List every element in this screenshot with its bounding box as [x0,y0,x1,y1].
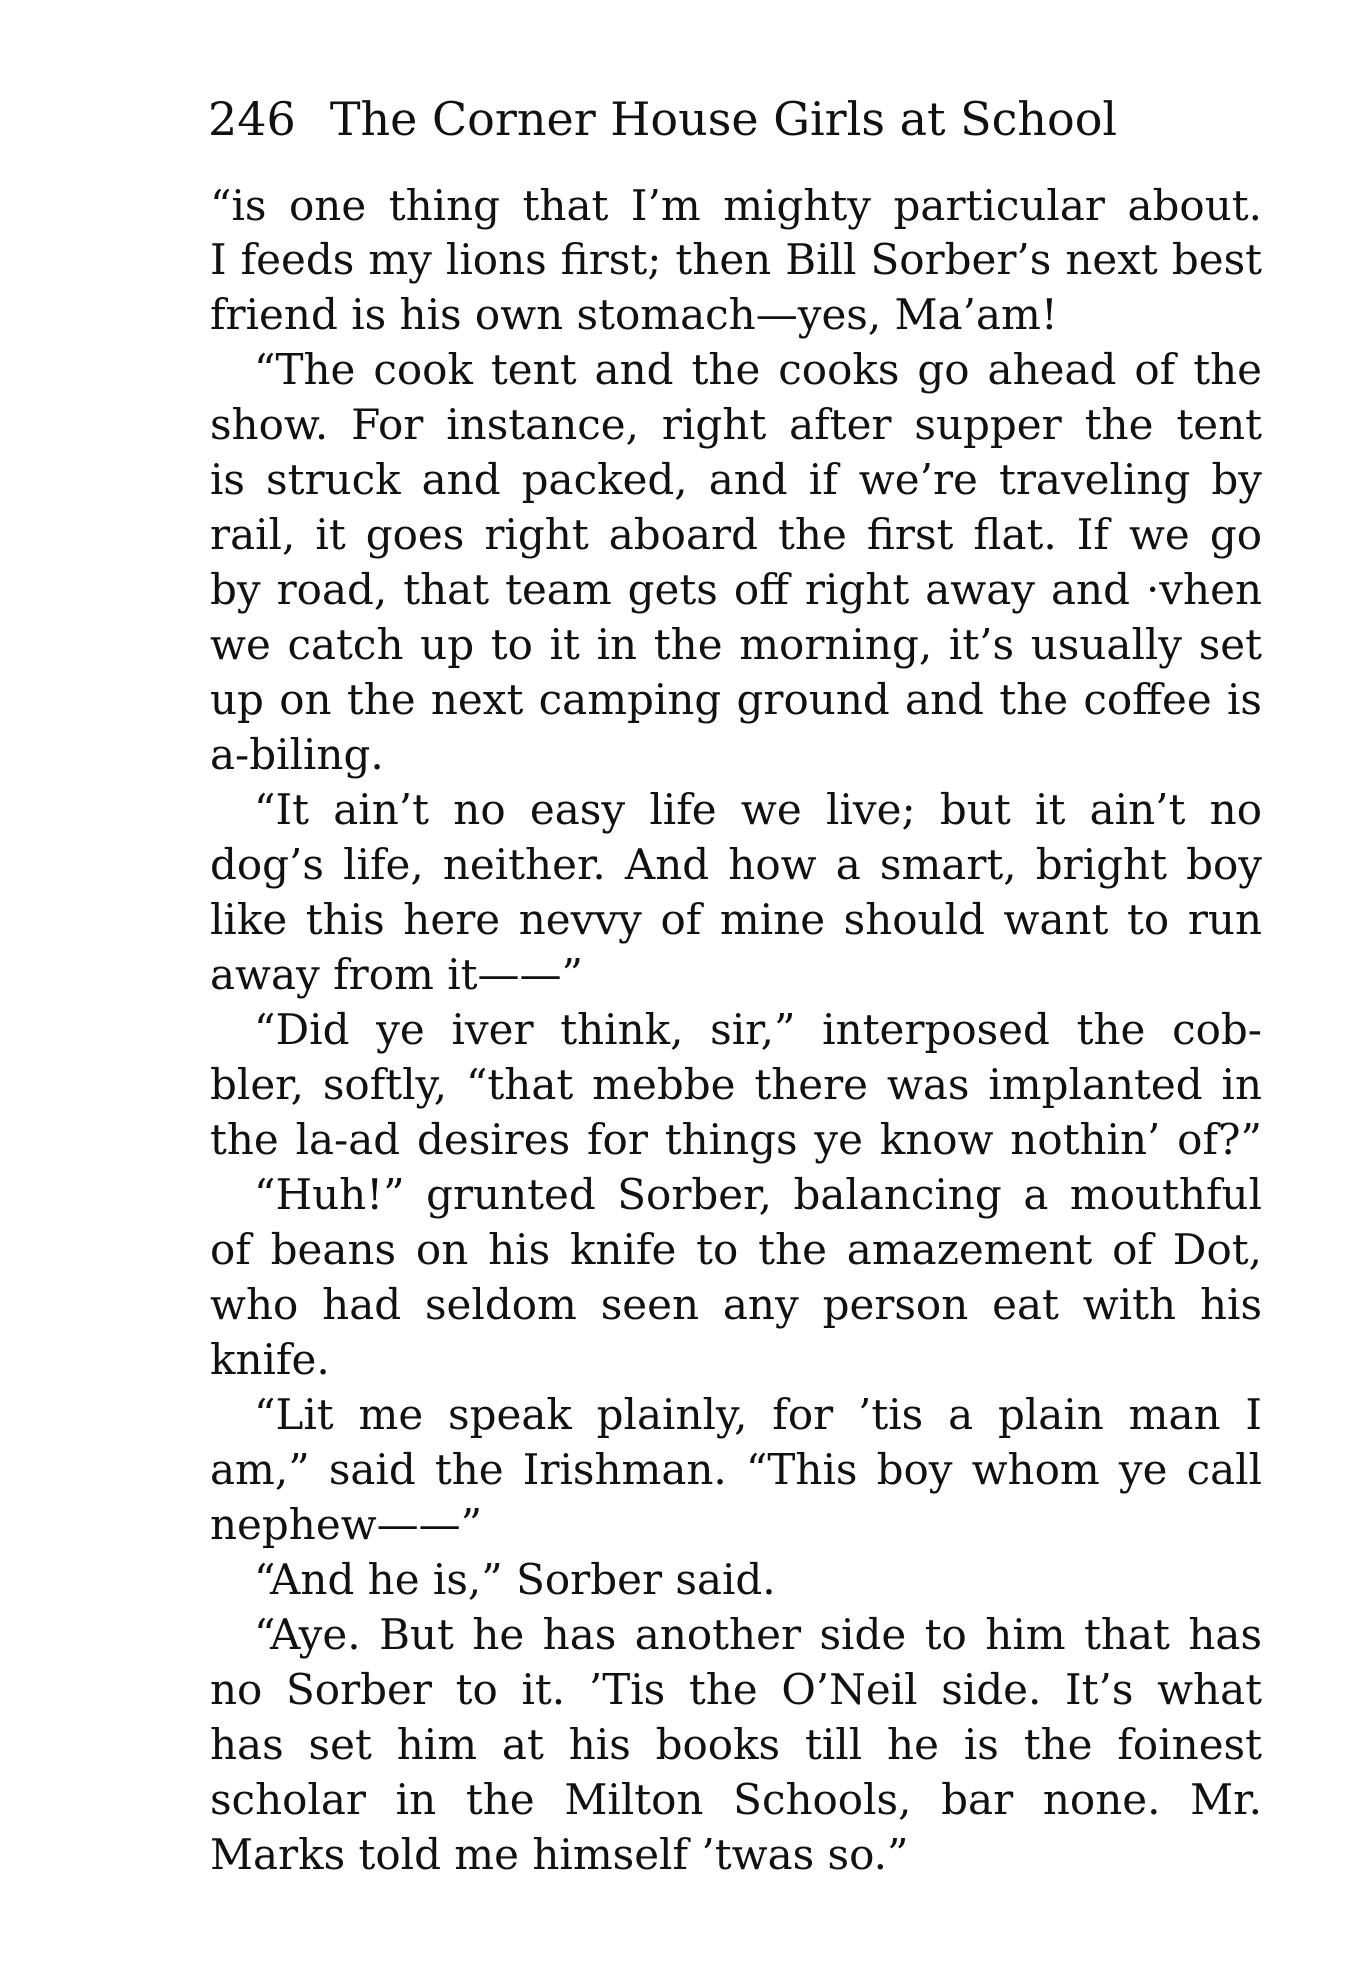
running-header [208,88,1168,150]
text-line: who had seldom seen any person eat with his [210,1280,1262,1329]
text-line: am,” said the Irishman. “This boy whom ye call [210,1445,1262,1494]
text-line: “Did ye iver think, sir,” interposed the cob- [254,1005,1262,1054]
text-line: Marks told me himself ’twas so.” [210,1830,909,1879]
text-line: of beans on his knife to the amazement of Dot, [210,1225,1262,1274]
text-line: “And he is,” Sorber said. [254,1555,776,1604]
text-line: knife. [210,1335,330,1384]
text-line: “Huh!” grunted Sorber, balancing a mouthful [254,1170,1262,1219]
text-line: away from it——” [210,950,583,999]
text-line: a-biling. [210,730,384,779]
text-line: scholar in the Milton Schools, bar none. Mr. [210,1775,1262,1824]
text-line: the la-ad desires for things ye know nothin’ of?” [210,1115,1262,1164]
text-line: nephew——” [210,1500,483,1549]
text-line: like this here nevvy of mine should want to run [210,895,1262,944]
text-line: no Sorber to it. ’Tis the O’Neil side. It’s what [210,1665,1262,1714]
text-line: show. For instance, right after supper the tent [210,400,1262,449]
text-line: up on the next camping ground and the coffee is [210,675,1262,724]
text-line: we catch up to it in the morning, it’s usually set [210,620,1262,669]
text-line: by road, that team gets off right away and ·vhen [210,565,1262,614]
text-line: I feeds my lions first; then Bill Sorber’s next best [210,235,1262,284]
text-line: bler, softly, “that mebbe there was implanted in [210,1060,1262,1109]
text-line: “The cook tent and the cooks go ahead of the [254,345,1262,394]
running-title: The Corner House Girls at School [329,92,1118,146]
text-line: “is one thing that I’m mighty particular about. [210,181,1262,230]
text-line: dog’s life, neither. And how a smart, bright boy [210,840,1262,889]
text-line: “Aye. But he has another side to him that has [254,1610,1262,1659]
page-number: 246 [208,92,296,146]
text-line: rail, it goes right aboard the first flat. If we go [210,510,1262,559]
text-line: “Lit me speak plainly, for ’tis a plain man I [254,1390,1262,1439]
text-line: is struck and packed, and if we’re traveling by [210,455,1262,504]
text-line: “It ain’t no easy life we live; but it ain’t no [254,785,1262,834]
text-line: friend is his own stomach—yes, Ma’am! [210,290,1058,339]
text-line: has set him at his books till he is the foinest [210,1720,1262,1769]
